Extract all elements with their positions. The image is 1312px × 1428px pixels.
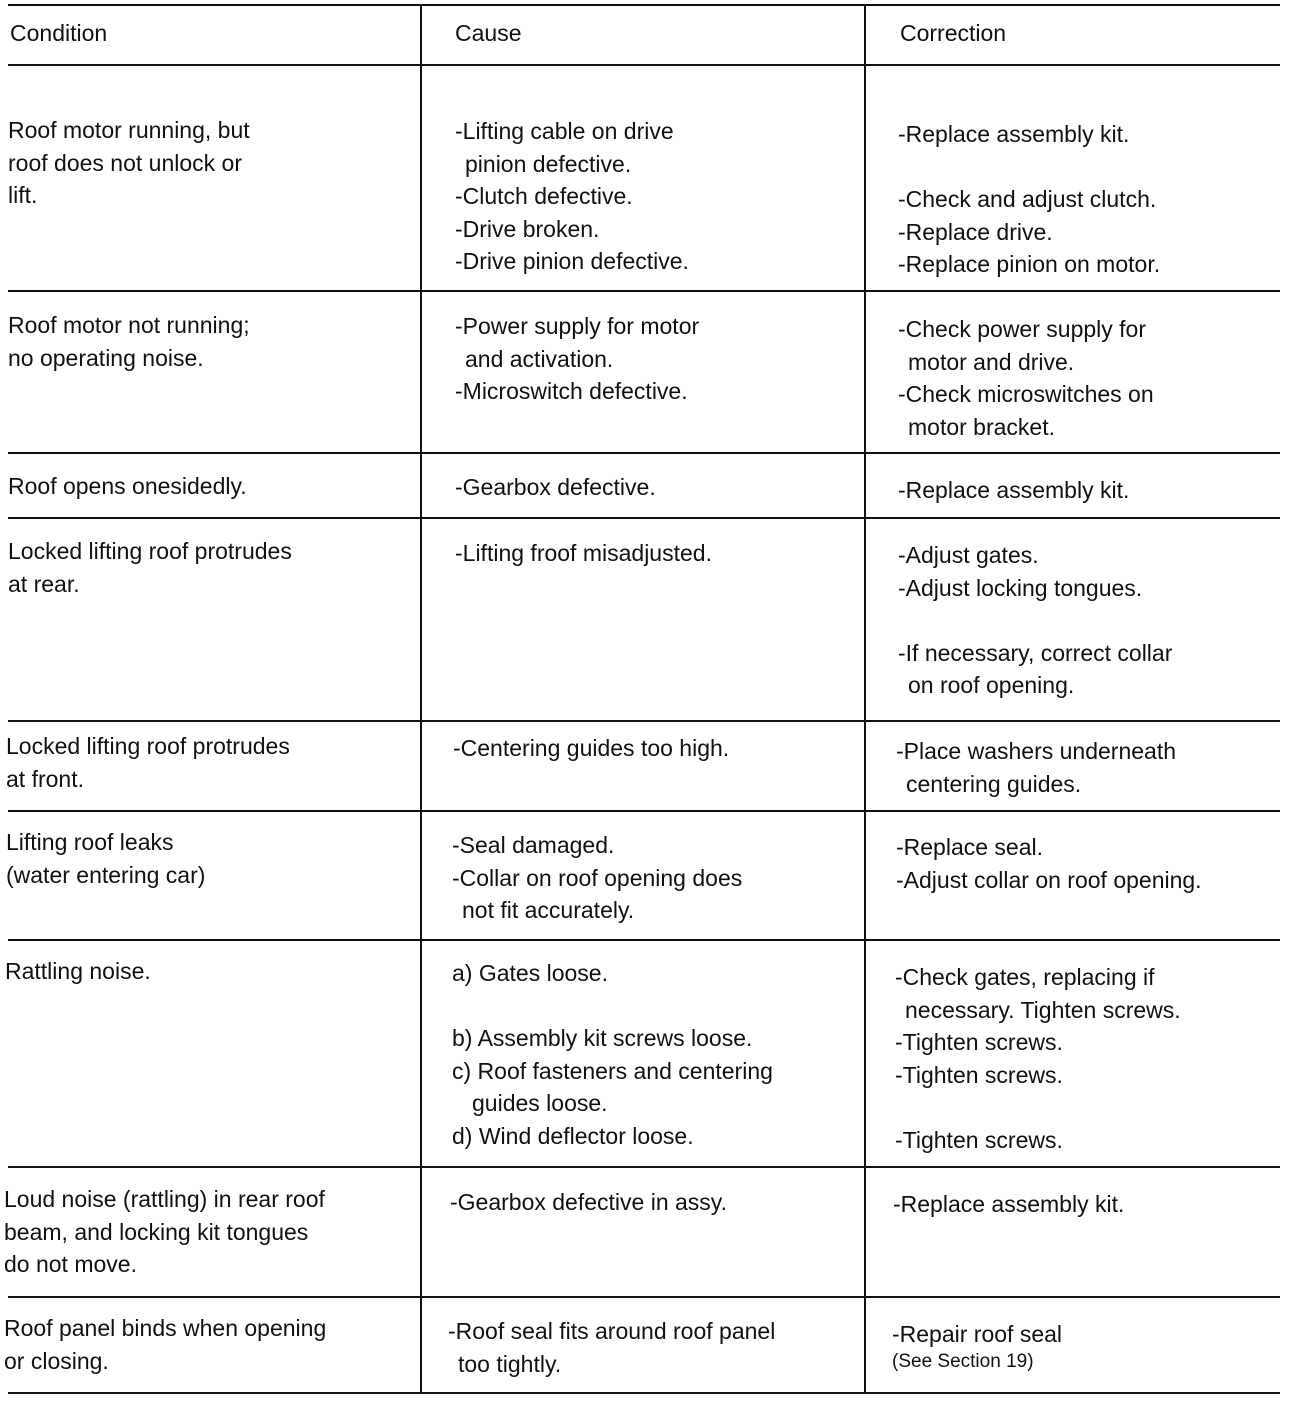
rule-row-2 bbox=[8, 452, 1280, 454]
text-line bbox=[452, 990, 773, 1023]
text-line: and activation. bbox=[465, 345, 614, 372]
text-line: -Seal damaged. bbox=[452, 832, 615, 858]
text-line: -Lifting froof misadjusted. bbox=[455, 540, 712, 566]
row-9-correction bbox=[892, 1318, 1062, 1373]
rule-row-1 bbox=[8, 290, 1280, 292]
text-line: -Gearbox defective. bbox=[455, 474, 656, 500]
text-line: guides loose. bbox=[472, 1090, 608, 1116]
row-3-cause bbox=[455, 471, 656, 504]
rule-header bbox=[8, 64, 1280, 66]
row-2-condition bbox=[8, 309, 250, 374]
text-line: Loud noise (rattling) in rear roof bbox=[4, 1186, 325, 1212]
text-line: -Repair roof seal bbox=[892, 1321, 1063, 1347]
text-line: beam, and locking kit tongues bbox=[4, 1218, 309, 1245]
text-line: -Adjust locking tongues. bbox=[898, 574, 1143, 601]
row-7-condition bbox=[5, 955, 151, 988]
text-line: at front. bbox=[6, 765, 84, 792]
text-line: -Replace assembly kit. bbox=[893, 1191, 1125, 1217]
header-correction: Correction bbox=[900, 20, 1007, 46]
text-line: Lifting roof leaks bbox=[6, 829, 174, 855]
text-line: -Drive pinion defective. bbox=[455, 248, 689, 274]
text-line bbox=[898, 151, 1160, 184]
row-9-cause bbox=[448, 1315, 775, 1380]
rule-row-8 bbox=[8, 1296, 1280, 1298]
row-4-condition bbox=[8, 535, 292, 600]
rule-top bbox=[8, 4, 1280, 6]
row-5-correction bbox=[896, 735, 1176, 800]
section-reference-note: (See Section 19) bbox=[892, 1350, 1034, 1372]
text-line: -Clutch defective. bbox=[455, 183, 633, 209]
text-line: -Check microswitches on bbox=[898, 381, 1154, 407]
text-line: too tightly. bbox=[458, 1350, 562, 1377]
column-divider-1 bbox=[420, 4, 422, 1392]
text-line: roof does not unlock or bbox=[8, 149, 242, 176]
header-cause: Cause bbox=[455, 20, 522, 46]
text-line: motor bracket. bbox=[908, 413, 1055, 440]
text-line: -Check power supply for bbox=[898, 316, 1146, 342]
text-line: no operating noise. bbox=[8, 344, 204, 371]
rule-row-4 bbox=[8, 720, 1280, 722]
row-6-cause bbox=[452, 829, 742, 927]
rule-row-6 bbox=[8, 939, 1280, 941]
row-5-condition bbox=[6, 730, 290, 795]
text-line: at rear. bbox=[8, 570, 80, 597]
header-condition: Condition bbox=[10, 20, 108, 46]
text-line: Roof motor running, but bbox=[8, 117, 250, 143]
text-line: centering guides. bbox=[906, 770, 1082, 797]
row-6-correction bbox=[896, 831, 1202, 896]
row-2-cause bbox=[455, 310, 699, 408]
text-line: a) Gates loose. bbox=[452, 960, 608, 986]
row-8-condition bbox=[4, 1183, 325, 1281]
column-divider-2 bbox=[864, 4, 866, 1392]
row-2-correction bbox=[898, 313, 1154, 443]
text-line: -Centering guides too high. bbox=[453, 735, 730, 761]
text-line: -Adjust gates. bbox=[898, 542, 1039, 568]
text-line: necessary. Tighten screws. bbox=[905, 996, 1181, 1023]
text-line: -Roof seal fits around roof panel bbox=[448, 1318, 776, 1344]
text-line: -Check and adjust clutch. bbox=[898, 186, 1157, 212]
text-line: (water entering car) bbox=[6, 861, 206, 888]
text-line: Roof panel binds when opening bbox=[4, 1315, 327, 1341]
text-line: d) Wind deflector loose. bbox=[452, 1122, 694, 1149]
text-line: -Replace pinion on motor. bbox=[898, 251, 1161, 277]
text-line: -Gearbox defective in assy. bbox=[450, 1189, 727, 1215]
text-line: pinion defective. bbox=[465, 150, 632, 177]
text-line: do not move. bbox=[4, 1251, 137, 1277]
text-line: -Replace seal. bbox=[896, 834, 1044, 860]
text-line: -Place washers underneath bbox=[896, 738, 1176, 764]
text-line: -Tighten screws. bbox=[895, 1029, 1063, 1055]
rule-row-3 bbox=[8, 517, 1280, 519]
text-line: b) Assembly kit screws loose. bbox=[452, 1025, 753, 1051]
text-line bbox=[898, 604, 1172, 637]
text-line: -Drive broken. bbox=[455, 215, 600, 242]
row-1-correction bbox=[898, 118, 1160, 281]
row-4-cause bbox=[455, 537, 712, 570]
text-line: -If necessary, correct collar bbox=[898, 639, 1173, 666]
rule-bottom bbox=[8, 1392, 1280, 1394]
text-line: -Replace assembly kit. bbox=[898, 477, 1130, 503]
row-9-condition bbox=[4, 1312, 326, 1377]
text-line: -Tighten screws. bbox=[895, 1061, 1063, 1088]
text-line: Rattling noise. bbox=[5, 958, 151, 984]
rule-row-5 bbox=[8, 810, 1280, 812]
text-line: -Lifting cable on drive bbox=[455, 118, 674, 144]
text-line: -Adjust collar on roof opening. bbox=[896, 866, 1202, 893]
text-line: Roof opens onesidedly. bbox=[8, 473, 247, 499]
row-8-cause bbox=[450, 1186, 727, 1219]
text-line: on roof opening. bbox=[908, 672, 1075, 698]
row-8-correction bbox=[893, 1188, 1124, 1221]
text-line: lift. bbox=[8, 182, 38, 208]
row-3-condition bbox=[8, 470, 247, 503]
text-line: -Collar on roof opening does bbox=[452, 864, 743, 891]
text-line: -Replace drive. bbox=[898, 218, 1053, 245]
row-7-cause bbox=[452, 957, 773, 1152]
text-line: -Power supply for motor bbox=[455, 313, 700, 339]
text-line: Roof motor not running; bbox=[8, 312, 250, 338]
row-3-correction bbox=[898, 474, 1129, 507]
rule-row-7 bbox=[8, 1166, 1280, 1168]
text-line: -Check gates, replacing if bbox=[895, 964, 1155, 990]
text-line: not fit accurately. bbox=[462, 897, 635, 923]
row-5-cause bbox=[453, 732, 729, 765]
text-line: -Tighten screws. bbox=[895, 1126, 1063, 1153]
row-1-condition bbox=[8, 114, 250, 212]
row-7-correction bbox=[895, 961, 1181, 1156]
text-line: c) Roof fasteners and centering bbox=[452, 1057, 773, 1084]
text-line: Locked lifting roof protrudes bbox=[6, 733, 290, 759]
text-line: or closing. bbox=[4, 1347, 109, 1374]
row-6-condition bbox=[6, 826, 205, 891]
text-line bbox=[895, 1091, 1181, 1124]
text-line: -Microswitch defective. bbox=[455, 378, 688, 404]
text-line: motor and drive. bbox=[908, 348, 1075, 375]
text-line: -Replace assembly kit. bbox=[898, 121, 1130, 147]
row-4-correction bbox=[898, 539, 1172, 702]
row-1-cause bbox=[455, 115, 689, 278]
text-line: Locked lifting roof protrudes bbox=[8, 538, 292, 564]
